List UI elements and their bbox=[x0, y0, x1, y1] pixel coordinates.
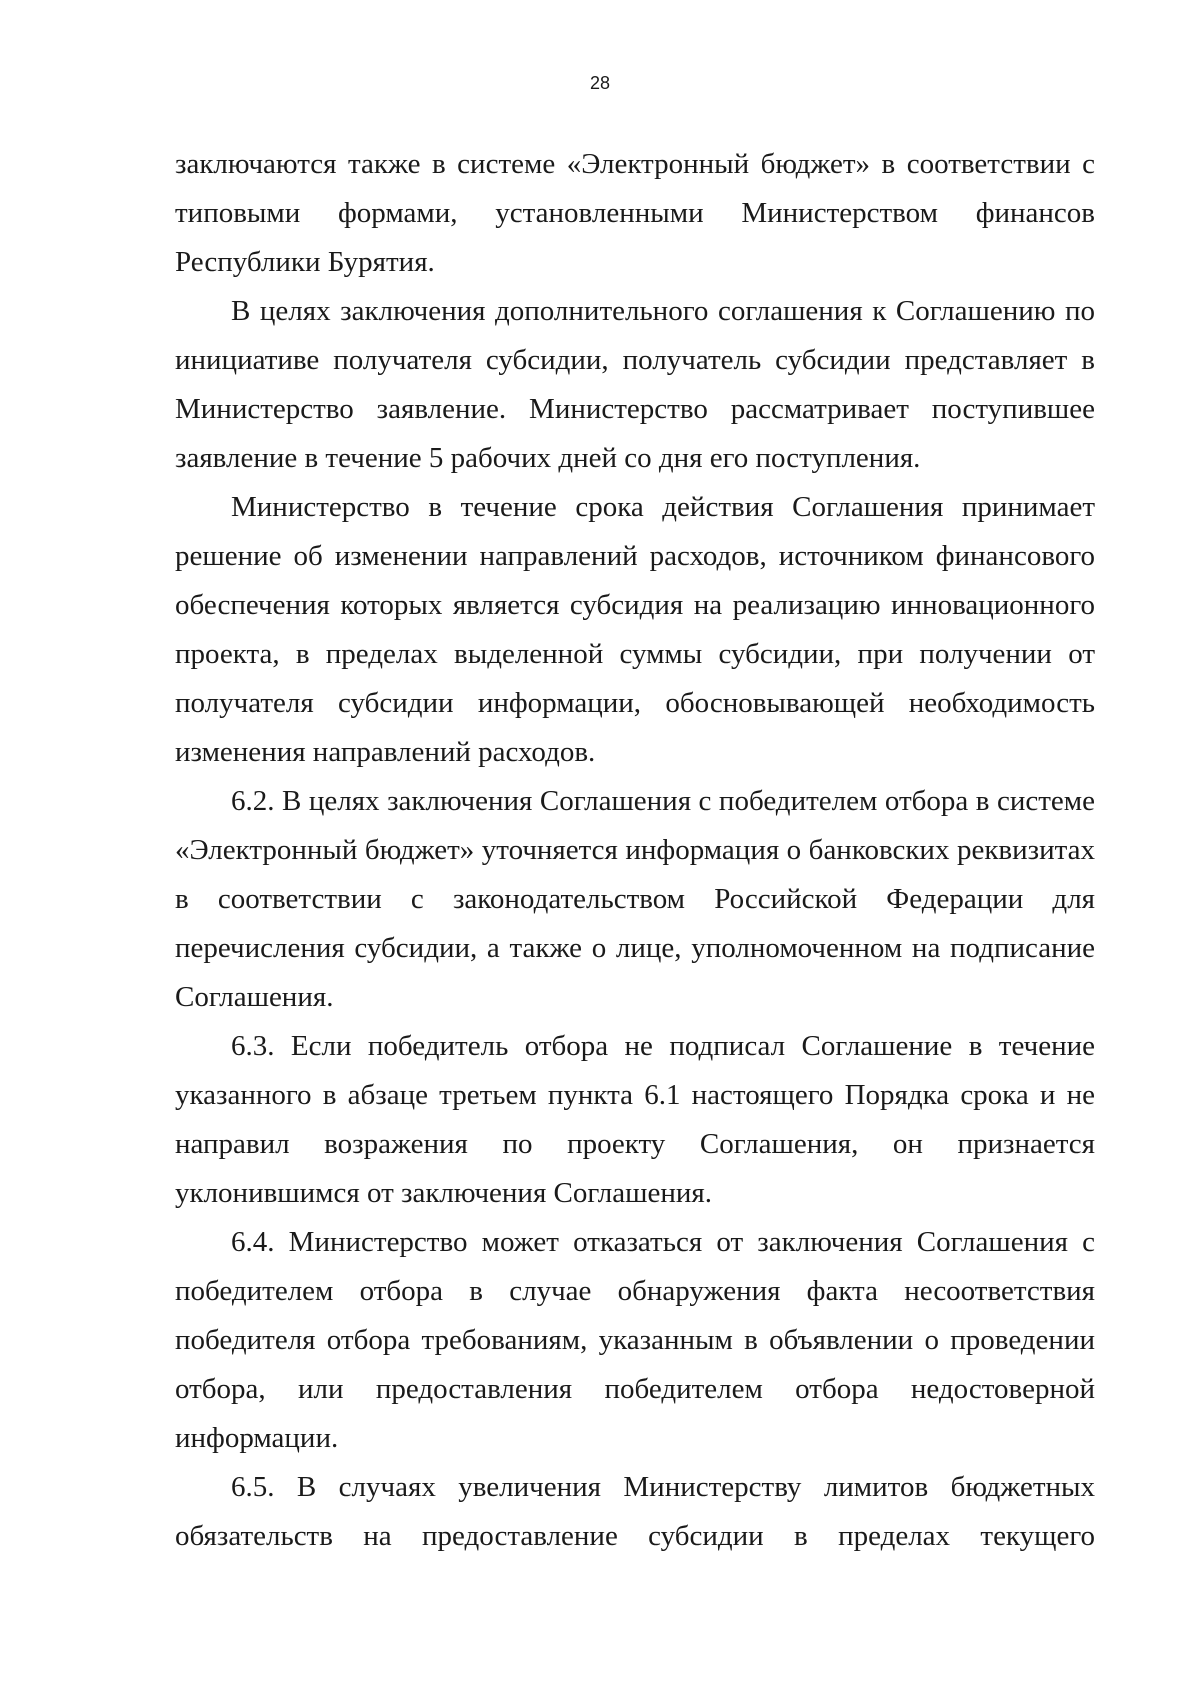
paragraph-6-2: 6.2. В целях заключения Соглашения с победителем отбора в системе «Электронный бюджет» уточняется информация о банковских реквизитах в соответствии с законодательством Российской Федерации для перечисления субсидии, а также о лице, уполномоченном на подписание Соглашения. bbox=[175, 785, 1095, 1013]
document-body bbox=[175, 140, 1095, 1561]
paragraph-expense-change: Министерство в течение срока действия Соглашения принимает решение об изменении направлений расходов, источником финансового обеспечения которых является субсидия на реализацию инновационного проекта, в пределах выделенной суммы субсидии, при получении от получателя субсидии информации, обосновывающей необходимость изменения направлений расходов. bbox=[175, 491, 1095, 768]
paragraph-6-5: 6.5. В случаях увеличения Министерству лимитов бюджетных обязательств на предоставление субсидии в пределах текущего bbox=[175, 1471, 1095, 1552]
page-number: 28 bbox=[589, 73, 611, 93]
paragraph-additional-agreement: В целях заключения дополнительного соглашения к Соглашению по инициативе получателя субсидии, получатель субсидии представляет в Министерство заявление. Министерство рассматривает поступившее заявление в течение 5 рабочих дней со дня его поступления. bbox=[175, 295, 1095, 474]
paragraph-continuation: заключаются также в системе «Электронный бюджет» в соответствии с типовыми формами, установленными Министерством финансов Республики Бурятия. bbox=[175, 148, 1095, 278]
paragraph-6-3: 6.3. Если победитель отбора не подписал Соглашение в течение указанного в абзаце третьем пункта 6.1 настоящего Порядка срока и не направил возражения по проекту Соглашения, он признается уклонившимся от заключения Соглашения. bbox=[175, 1030, 1095, 1209]
paragraph-6-4: 6.4. Министерство может отказаться от заключения Соглашения с победителем отбора в случае обнаружения факта несоответствия победителя отбора требованиям, указанным в объявлении о проведении отбора, или предоставления победителем отбора недостоверной информации. bbox=[175, 1226, 1095, 1454]
